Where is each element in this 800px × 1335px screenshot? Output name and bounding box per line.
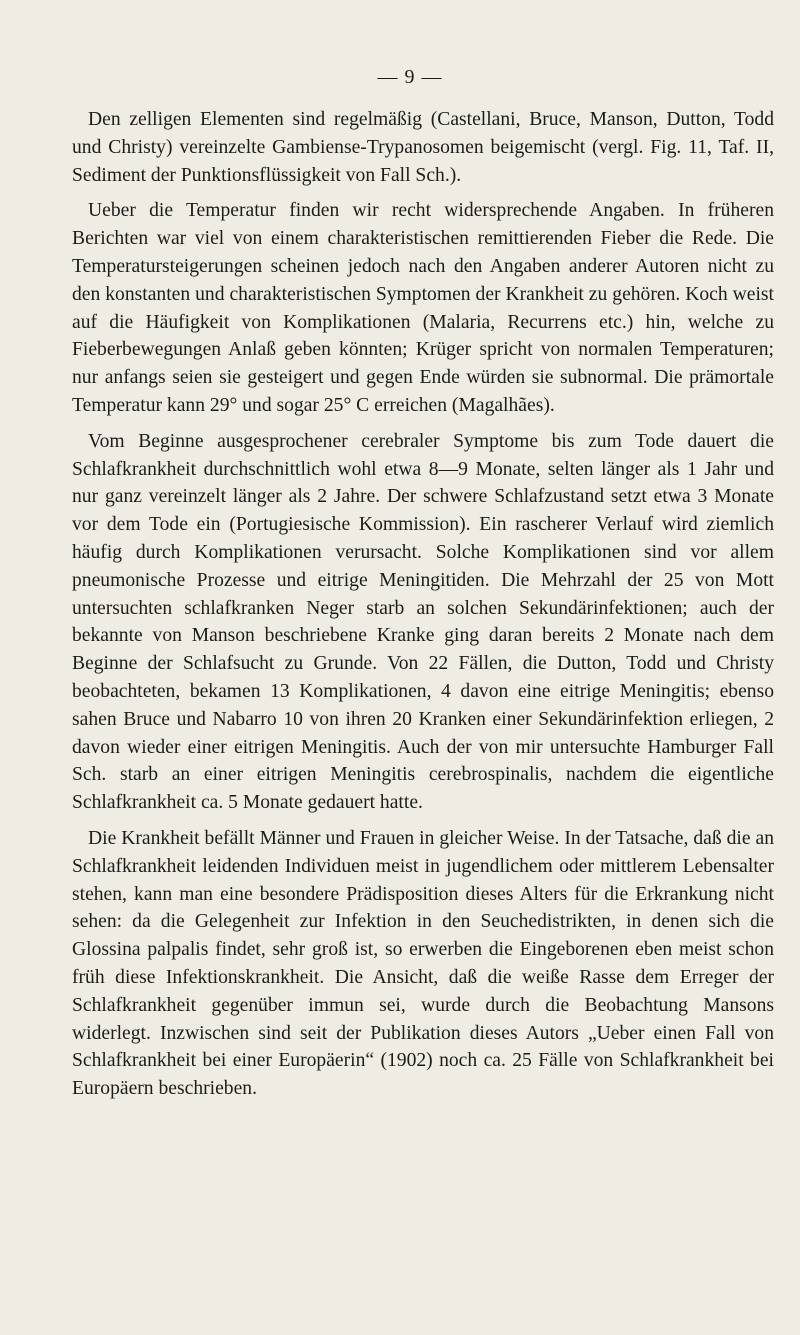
paragraph-susceptibility: Die Krankheit befällt Männer und Frauen in gleicher Weise. In der Tatsache, daß die an Schlafkrankheit leidenden Individuen meist in jugendlichem oder mittlerem Lebensalter stehen, kann man eine besondere Prädisposition dieses Alters für die Erkrankung nicht sehen: da die Gelegenheit zur Infektion in den Seuchedistrikten, in denen sich die Glossina palpalis findet, sehr groß ist, so erwerben die Eingeborenen eben meist schon früh diese Infektionskrankheit. Die Ansicht, daß die weiße Rasse dem Erreger der Schlafkrankheit gegenüber immun sei, wurde durch die Beobachtung Mansons widerlegt. Inzwischen sind seit der Publikation dieses Autors „Ueber einen Fall von Schlafkrankheit bei einer Europäerin“ (1902) noch ca. 25 Fälle von Schlafkrankheit bei Europäern beschrieben. [72, 827, 774, 1100]
page-number: — 9 — [377, 66, 443, 88]
paragraph-temperature: Ueber die Temperatur finden wir recht widersprechende Angaben. In früheren Berichten war viel von einem charakteristischen remittierenden Fieber die Rede. Die Temperatursteigerungen scheinen jedoch nach den Angaben anderer Autoren nicht zu den konstanten und charakteristischen Symptomen der Krankheit zu gehören. Koch weist auf die Häufigkeit von Komplikationen (Malaria, Recurrens etc.) hin, welche zu Fieberbewegungen Anlaß geben könnten; Krüger spricht von normalen Temperaturen; nur anfangs seien sie gesteigert und gegen Ende würden sie subnormal. Die prämortale Temperatur kann 29° und sogar 25° C erreichen (Magalhães). [72, 200, 774, 416]
body-text [72, 106, 774, 1111]
paragraph-cells: Den zelligen Elementen sind regelmäßig (Castellani, Bruce, Manson, Dutton, Todd und Christy) vereinzelte Gambiense-Trypanosomen beigemischt (vergl. Fig. 11, Taf. II, Sediment der Punktionsflüssigkeit von Fall Sch.). [72, 109, 774, 186]
paragraph-duration: Vom Beginne ausgesprochener cerebraler Symptome bis zum Tode dauert die Schlafkrankheit durchschnittlich wohl etwa 8—9 Monate, selten länger als 1 Jahr und nur ganz vereinzelt länger als 2 Jahre. Der schwere Schlafzustand setzt etwa 3 Monate vor dem Tode ein (Portugiesische Kommission). Ein rascherer Verlauf wird ziemlich häufig durch Komplikationen verursacht. Solche Komplikationen sind vor allem pneumonische Prozesse und eitrige Meningitiden. Die Mehrzahl der 25 von Mott untersuchten schlafkranken Neger starb an solchen Sekundärinfektionen; auch der bekannte von Manson beschriebene Kranke ging daran bereits 2 Monate nach dem Beginne der Schlafsucht zu Grunde. Von 22 Fällen, die Dutton, Todd und Christy beobachteten, bekamen 13 Komplikationen, 4 davon eine eitrige Meningitis; ebenso sahen Bruce und Nabarro 10 von ihren 20 Kranken einer Sekundärinfektion erliegen, 2 davon wieder einer eitrigen Meningitis. Auch der von mir untersuchte Hamburger Fall Sch. starb an einer eitrigen Meningitis cerebrospinalis, nachdem die eigentliche Schlafkrankheit ca. 5 Monate gedauert hatte. [72, 430, 774, 814]
